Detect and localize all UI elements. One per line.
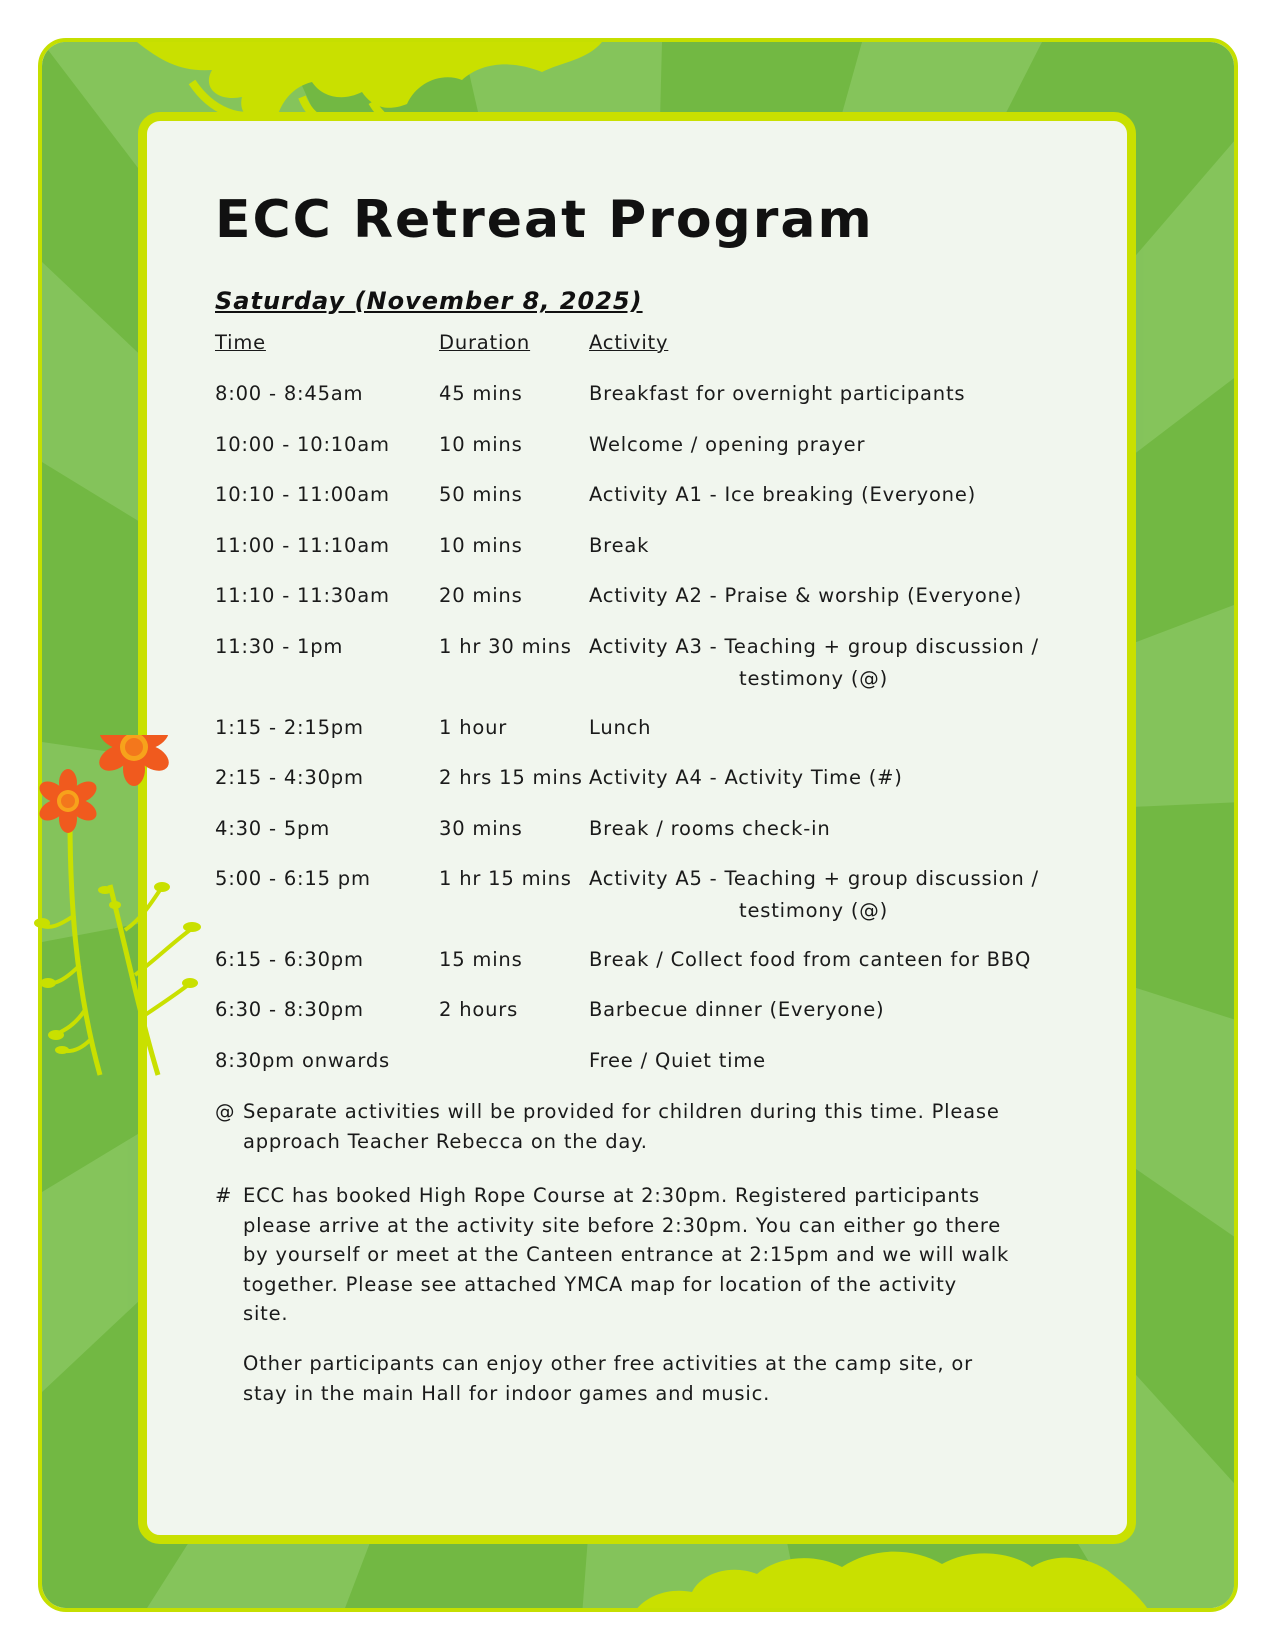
row-activity: Barbecue dinner (Everyone): [589, 998, 885, 1021]
row-activity: Breakfast for overnight participants: [589, 382, 966, 405]
row-activity-continued: testimony (@): [739, 667, 889, 690]
day-heading: Saturday (November 8, 2025): [215, 287, 643, 315]
row-duration: 15 mins: [439, 948, 523, 971]
row-duration: 20 mins: [439, 584, 523, 607]
row-duration: 10 mins: [439, 433, 523, 456]
row-duration: 50 mins: [439, 483, 523, 506]
note-at-symbol: @: [215, 1100, 236, 1123]
row-activity: Break / Collect food from canteen for BBQ: [589, 948, 1032, 971]
row-activity: Activity A1 - Ice breaking (Everyone): [589, 483, 977, 506]
row-duration: 1 hour: [439, 716, 508, 739]
row-duration: 2 hrs 15 mins: [439, 766, 583, 789]
row-time: 8:30pm onwards: [215, 1049, 390, 1072]
row-duration: 2 hours: [439, 998, 519, 1021]
row-time: 6:15 - 6:30pm: [215, 948, 364, 971]
row-activity: Free / Quiet time: [589, 1049, 766, 1072]
row-activity: Activity A4 - Activity Time (#): [589, 766, 903, 789]
row-time: 10:00 - 10:10am: [215, 433, 390, 456]
row-time: 11:30 - 1pm: [215, 635, 344, 658]
row-duration: 30 mins: [439, 817, 523, 840]
row-duration: 10 mins: [439, 534, 523, 557]
row-activity: Break: [589, 534, 650, 557]
row-duration: 1 hr 30 mins: [439, 635, 572, 658]
page-title: ECC Retreat Program: [215, 190, 874, 250]
row-time: 1:15 - 2:15pm: [215, 716, 364, 739]
row-time: 11:10 - 11:30am: [215, 584, 390, 607]
note-other-participants: [215, 1349, 1075, 1408]
header-activity: Activity: [589, 331, 669, 354]
row-time: 11:00 - 11:10am: [215, 534, 390, 557]
orange-flowers-icon: [30, 735, 210, 1080]
note-at-text: Separate activities will be provided for children during this time. Please approach Teacher Rebecca on the day.: [243, 1100, 1000, 1153]
note-hash-text: ECC has booked High Rope Course at 2:30pm. Registered participants please arrive at the activity site before 2:30pm. You can either go there by yourself or meet at the Canteen entrance at 2:15pm and we will walk together. Please see attached YMCA map for location of the activity site.: [243, 1184, 1010, 1325]
row-time: 6:30 - 8:30pm: [215, 998, 364, 1021]
row-activity: Activity A5 - Teaching + group discussion /: [589, 867, 1039, 890]
row-duration: 1 hr 15 mins: [439, 867, 572, 890]
row-activity: Break / rooms check-in: [589, 817, 831, 840]
note-hash: [215, 1181, 1075, 1329]
row-time: 10:10 - 11:00am: [215, 483, 390, 506]
row-time: 4:30 - 5pm: [215, 817, 331, 840]
note-at: [215, 1097, 1075, 1156]
row-activity-continued: testimony (@): [739, 899, 889, 922]
row-activity: Lunch: [589, 716, 652, 739]
note-other-participants-text: Other participants can enjoy other free activities at the camp site, or stay in the main Hall for indoor games and music.: [243, 1352, 973, 1405]
row-time: 2:15 - 4:30pm: [215, 766, 364, 789]
header-time: Time: [215, 331, 266, 354]
row-activity: Welcome / opening prayer: [589, 433, 866, 456]
row-duration: 45 mins: [439, 382, 523, 405]
row-activity: Activity A2 - Praise & worship (Everyone): [589, 584, 1022, 607]
row-activity: Activity A3 - Teaching + group discussion /: [589, 635, 1039, 658]
header-duration: Duration: [439, 331, 531, 354]
row-time: 8:00 - 8:45am: [215, 382, 364, 405]
note-hash-symbol: #: [215, 1184, 233, 1207]
row-time: 5:00 - 6:15 pm: [215, 867, 371, 890]
